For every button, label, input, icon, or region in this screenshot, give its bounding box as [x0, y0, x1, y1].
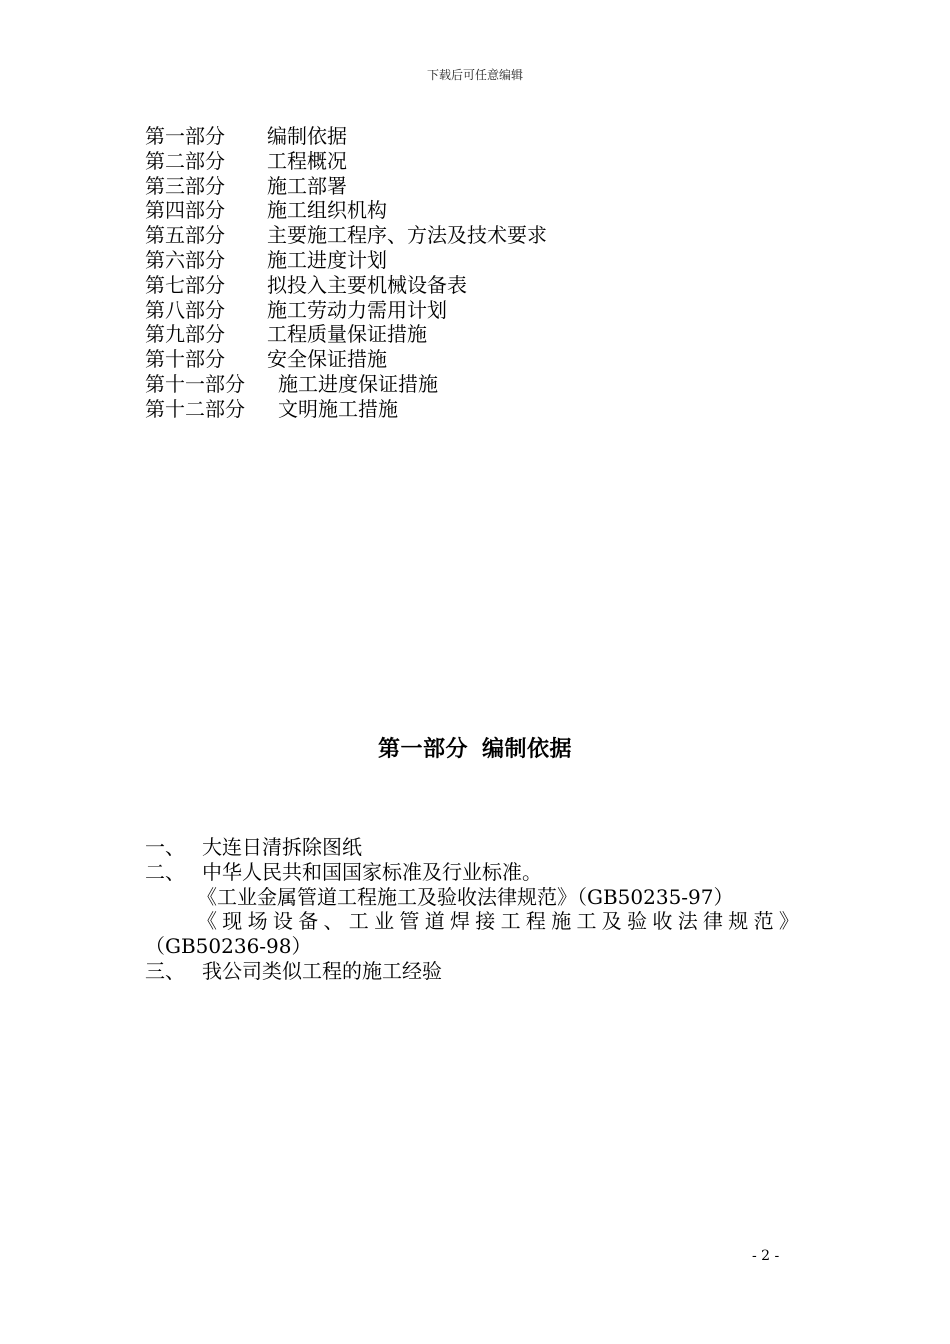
section-title-text: 编制依据	[482, 737, 573, 762]
list-item-number: 一、	[145, 835, 185, 859]
toc-part-label: 第十部分	[145, 347, 225, 372]
toc-title: 施工进度保证措施	[278, 371, 438, 396]
toc-title: 编制依据	[267, 124, 347, 148]
toc-title: 安全保证措施	[267, 347, 387, 372]
toc-item	[145, 322, 845, 347]
toc-title: 拟投入主要机械设备表	[267, 272, 467, 297]
list-item	[145, 959, 805, 984]
toc-title: 工程质量保证措施	[267, 322, 427, 347]
toc-part-label: 第一部分	[145, 124, 225, 148]
toc-part-label: 第十一部分	[145, 371, 245, 396]
toc-item	[145, 124, 845, 149]
toc-item	[145, 223, 845, 248]
list-item-number: 三、	[145, 958, 185, 983]
table-of-contents	[145, 124, 845, 422]
toc-title: 施工部署	[267, 173, 347, 198]
list-item	[145, 835, 805, 860]
toc-part-label: 第四部分	[145, 198, 225, 223]
standard-reference: 《现场设备、工业管道焊接工程施工及验收法律规范》	[197, 909, 805, 934]
section-heading	[0, 732, 950, 763]
list-item-text: 大连日清拆除图纸	[202, 835, 362, 859]
page-header-note: 下载后可任意编辑	[426, 68, 523, 82]
toc-title: 工程概况	[267, 148, 347, 173]
toc-item	[145, 372, 845, 397]
toc-item	[145, 397, 845, 422]
list-item-number: 二、	[145, 859, 185, 884]
toc-part-label: 第八部分	[145, 297, 225, 322]
toc-item	[145, 149, 845, 174]
toc-title: 文明施工措施	[278, 396, 398, 421]
basis-list	[145, 835, 805, 984]
list-item-text: 我公司类似工程的施工经验	[202, 958, 442, 983]
toc-title: 施工劳动力需用计划	[267, 297, 447, 322]
toc-part-label: 第十二部分	[145, 396, 245, 421]
standard-reference: 《工业金属管道工程施工及验收法律规范》（GB50235-97）	[197, 884, 734, 909]
list-item-text: 中华人民共和国国家标准及行业标准。	[202, 859, 542, 884]
toc-item	[145, 273, 845, 298]
page-number: - 2 -	[752, 1248, 780, 1264]
toc-title: 施工进度计划	[267, 247, 387, 272]
toc-part-label: 第五部分	[145, 223, 225, 248]
toc-part-label: 第二部分	[145, 148, 225, 173]
toc-title: 主要施工程序、方法及技术要求	[267, 223, 547, 248]
toc-part-label: 第三部分	[145, 173, 225, 198]
toc-part-label: 第九部分	[145, 322, 225, 347]
list-item	[145, 860, 805, 885]
standard-reference-continuation: （GB50236-98）	[145, 934, 312, 959]
toc-part-label: 第六部分	[145, 247, 225, 272]
toc-part-label: 第七部分	[145, 272, 225, 297]
toc-title: 施工组织机构	[267, 198, 387, 223]
toc-item	[145, 174, 845, 199]
section-part-label: 第一部分	[377, 737, 468, 762]
toc-item	[145, 198, 845, 223]
toc-item	[145, 298, 845, 323]
toc-item	[145, 248, 845, 273]
toc-item	[145, 347, 845, 372]
